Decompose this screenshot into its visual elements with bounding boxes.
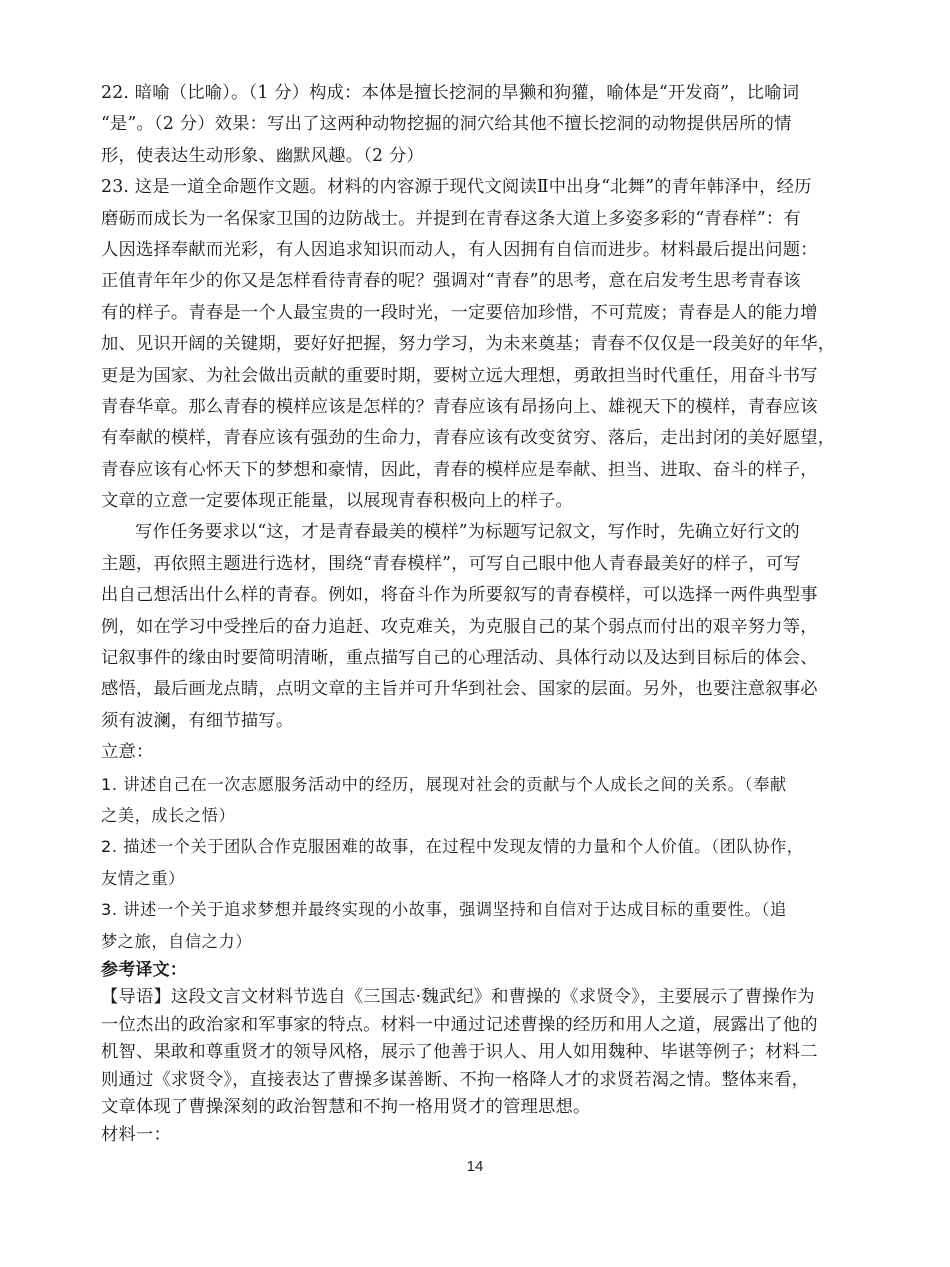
answer-22-line: “是”。（2 分）效果：写出了这两种动物挖掘的洞穴给其他不擅长挖洞的动物提供居所的情 <box>101 114 792 135</box>
liyi-heading: 立意： <box>101 742 154 763</box>
liyi-item-line: 1. 讲述自己在一次志愿服务活动中的经历，展现对社会的贡献与个人成长之间的关系。（奉献 <box>101 774 787 794</box>
answer-23-line: 加、见识开阔的关键期，要好好把握，努力学习，为未来奠基；青春不仅仅是一段美好的年华， <box>101 334 836 355</box>
liyi-item-line: 友情之重） <box>101 868 185 888</box>
guide-line: 机智、果敢和尊重贤才的领导风格，展示了他善于识人、用人如用魏种、毕谌等例子；材料二 <box>101 1042 818 1063</box>
writing-task-line: 记叙事件的缘由时要简明清晰，重点描写自己的心理活动、具体行动以及达到目标后的体会、 <box>101 648 818 669</box>
writing-task-line: 主题，再依照主题进行选材，围绕“青春模样”，可写自己眼中他人青春最美好的样子，可写 <box>101 553 801 574</box>
liyi-item-line: 2. 描述一个关于团队合作克服困难的故事，在过程中发现友情的力量和个人价值。（团队协作， <box>101 837 804 857</box>
guide-line: 【导语】这段文言文材料节选自《三国志·魏武纪》和曹操的《求贤令》，主要展示了曹操作为 <box>101 987 815 1008</box>
answer-23-line: 青春应该有心怀天下的梦想和豪情，因此，青春的模样应是奉献、担当、进取、奋斗的样子， <box>101 459 818 480</box>
page-number: 14 <box>466 1158 484 1175</box>
translation-heading: 参考译文： <box>101 959 187 980</box>
writing-task-line: 例，如在学习中受挫后的奋力追赶、攻克难关，为克服自己的某个弱点而付出的艰辛努力等， <box>101 616 818 637</box>
liyi-item-line: 3. 讲述一个关于追求梦想并最终实现的小故事，强调坚持和自信对于达成目标的重要性。（追 <box>101 900 787 920</box>
guide-line: 则通过《求贤令》，直接表达了曹操多谋善断、不拘一格降人才的求贤若渴之情。整体来看， <box>101 1069 810 1090</box>
writing-task-line: 须有波澜，有细节描写。 <box>101 710 294 731</box>
writing-task-line: 出自己想活出什么样的青春。例如，将奋斗作为所要叙写的青春模样，可以选择一两件典型事 <box>101 585 818 606</box>
writing-task-line: 感悟，最后画龙点睛，点明文章的主旨并可升华到社会、国家的层面。另外，也要注意叙事必 <box>101 679 818 700</box>
answer-22-line: 22. 暗喻（比喻）。（1 分）构成：本体是擅长挖洞的旱獭和狗獾，喻体是“开发商”，比喻词 <box>101 83 800 103</box>
guide-line: 一位杰出的政治家和军事家的特点。材料一中通过记述曹操的经历和用人之道，展露出了他的 <box>101 1014 818 1035</box>
writing-task-paragraph <box>101 517 861 737</box>
writing-task-line: 写作任务要求以“这，才是青春最美的模样”为标题写记叙文，写作时，先确立好行文的 <box>135 522 800 543</box>
document-body <box>101 78 861 1149</box>
answer-23-line: 更是为国家、为社会做出贡献的重要时期，要树立远大理想，勇敢担当时代重任，用奋斗书写 <box>101 365 818 386</box>
liyi-item-line: 之美，成长之悟） <box>101 805 236 825</box>
answer-22-line: 形，使表达生动形象、幽默风趣。（2 分） <box>101 145 424 166</box>
answer-22 <box>101 78 861 172</box>
answer-23-line: 23. 这是一道全命题作文题。材料的内容源于现代文阅读Ⅱ中出身“北舞”的青年韩泽中，经历 <box>101 177 812 198</box>
answer-23-line: 有的样子。青春是一个人最宝贵的一段时光，一定要倍加珍惜，不可荒废；青春是人的能力增 <box>101 302 818 323</box>
answer-23-line: 青春华章。那么青春的模样应该是怎样的？青春应该有昂扬向上、雄视天下的模样，青春应该 <box>101 396 818 417</box>
answer-23-line: 磨砺而成长为一名保家卫国的边防战士。并提到在青春这条大道上多姿多彩的“青春样”：有 <box>101 208 801 229</box>
guide-line: 文章体现了曹操深刻的政治智慧和不拘一格用贤才的管理思想。 <box>101 1097 591 1118</box>
answer-23-line: 人因选择奉献而光彩，有人因追求知识而动人，有人因拥有自信而进步。材料最后提出问题： <box>101 239 818 260</box>
guide-paragraph <box>101 984 861 1122</box>
material-one-heading: 材料一： <box>101 1124 171 1145</box>
liyi-list <box>101 769 861 957</box>
answer-23-line: 有奉献的模样，青春应该有强劲的生命力，青春应该有改变贫穷、落后，走出封闭的美好愿望， <box>101 428 836 449</box>
liyi-item-line: 梦之旅，自信之力） <box>101 931 253 951</box>
answer-23-line: 正值青年年少的你又是怎样看待青春的呢？强调对“青春”的思考，意在启发考生思考青春该 <box>101 271 801 292</box>
answer-23-line: 文章的立意一定要体现正能量，以展现青春积极向上的样子。 <box>101 491 573 512</box>
answer-23 <box>101 172 861 517</box>
